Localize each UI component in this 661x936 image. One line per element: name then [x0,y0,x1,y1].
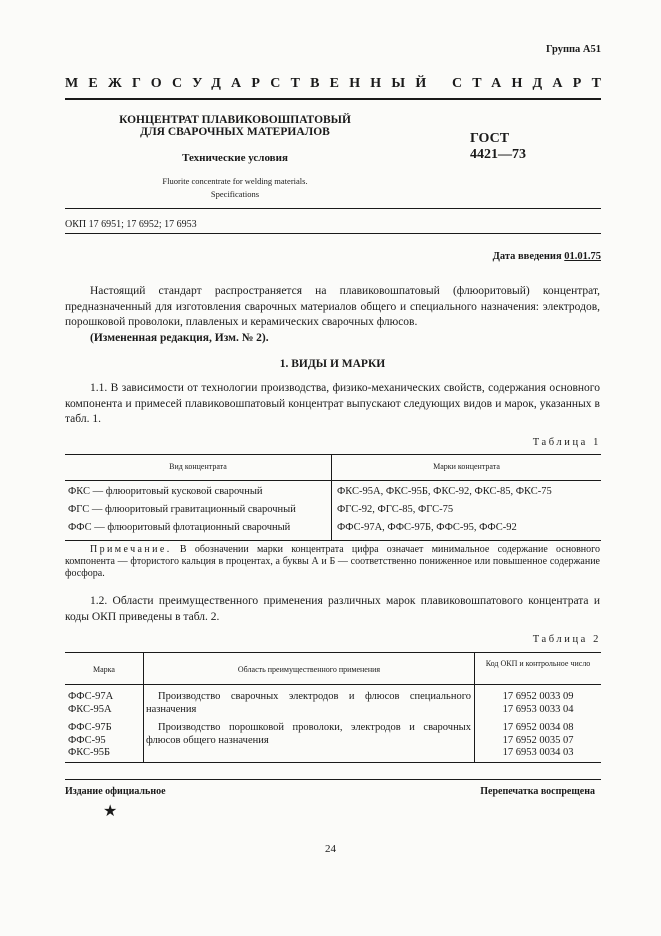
standard-type-left: МЕЖГОСУДАРСТВЕННЫЙ [65,76,437,91]
table-2-code-cell: 17 6953 0034 03 [502,747,574,758]
standard-type-right: СТАНДАРТ [452,76,612,91]
gost-code: 4421—73 [470,147,526,162]
table-row [337,522,599,535]
table-2-code-cell: 17 6952 0035 07 [502,734,574,746]
table-1-kind-cell: ФГС — флюоритовый гравитационный сварочный [68,504,296,515]
gost-label: ГОСТ [470,131,510,146]
table-row [68,722,143,760]
intro-text: Настоящий стандарт распространяется на плавиковошпатовый (флюоритовый) концентрат, предназначенный для изготовления сварочных материалов общего и специального назначения: электродов, порошковой проволоки, плавленых и керамических сварочных флюсов. [65,285,600,328]
table-row [478,722,598,760]
section-1-1-paragraph: 1.1. В зависимости от технологии производства, физико-механических свойств, содержания основного компонента и примесей плавиковошпатовый концентрат выпускают следующих видов и марок, указанных в табл. 1. [65,382,600,425]
table-2-header-area: Область преимущественного применения [237,665,381,674]
table-1-header-marks: Марки концентрата [433,462,500,471]
table-2-code-cell: 17 6952 0034 08 [502,722,574,733]
english-title [95,175,375,200]
english-title-line-2: Specifications [210,188,260,199]
table-1-header-kind: Вид концентрата [169,462,227,471]
table-2-header-rule [65,684,601,685]
table-1-marks-cell: ФФС-97А, ФФС-97Б, ФФС-95, ФФС-92 [337,522,517,533]
note-label: Примечание. [90,544,172,555]
introduction-date-label: Дата введения [492,251,562,262]
table-1-label: Таблица 1 [532,437,601,448]
table-row [337,486,599,499]
table-2-label: Таблица 2 [532,634,601,645]
reprint-prohibited: Перепечатка воспрещена [480,786,595,797]
table-1-kind-cell: ФКС — флюоритовый кусковой сварочный [68,486,263,497]
table-2-area-cell: Производство сварочных электродов и флюсов специального назначения [146,691,471,715]
table-row [337,504,599,517]
table-1-kind-cell: ФФС — флюоритовый флотационный сварочный [68,522,291,533]
table-row [478,691,598,716]
table-1-bottom-rule [65,540,601,541]
intro-paragraph [65,284,600,331]
title-line-2: ДЛЯ СВАРОЧНЫХ МАТЕРИАЛОВ [140,126,330,138]
english-title-line-1: Fluorite concentrate for welding materials. [162,176,308,186]
title-rule [65,208,601,209]
group-code: Группа А51 [545,44,601,55]
table-1-body-divider [331,480,332,540]
footer-rule [65,779,601,780]
okp-rule [65,233,601,234]
table-2-mark-cell: ФКС-95Б [68,747,111,758]
table-2-code-cell: 17 6952 0033 09 [502,691,574,702]
table-2-mark-cell: ФФС-95 [68,734,106,746]
table-2-code-cell: 17 6953 0033 04 [502,703,574,715]
official-edition: Издание официальное [65,786,166,797]
table-2-mark-cell: ФФС-97Б [68,722,112,733]
table-row [68,691,143,716]
section-1-2-paragraph: 1.2. Области преимущественного применения различных марок плавиковошпатового концентрата и коды ОКП приведены в табл. 2. [65,595,600,623]
table-1-header-rule [65,480,601,481]
table-2-top-rule [65,652,601,653]
table-2-mark-cell: ФФС-97А [68,691,114,702]
document-subtitle: Технические условия [182,152,288,164]
introduction-date-value: 01.01.75 [564,251,601,262]
title-line-1: КОНЦЕНТРАТ ПЛАВИКОВОШПАТОВЫЙ [119,114,351,126]
note-text: В обозначении марки концентрата цифра означает минимальное содержание основного компонента — фтористого кальция в процентах, а буквы А и Б — соответственно пониженное или повышенное содержание фосфора. [65,544,600,579]
table-1-marks-cell: ФКС-95А, ФКС-95Б, ФКС-92, ФКС-85, ФКС-75 [337,486,552,497]
section-1-title: 1. ВИДЫ И МАРКИ [279,358,386,370]
table-row [68,522,330,535]
table-1-top-rule [65,454,601,455]
table-1-note [65,544,600,580]
table-2-area-cell: Производство порошковой проволоки, электродов и сварочных флюсов общего назначения [146,722,471,746]
table-2-header-mark: Марка [93,665,115,674]
intro-revision: (Измененная редакция, Изм. № 2). [90,332,269,344]
gost-number [470,131,526,163]
table-row [68,504,330,517]
document-title [95,114,375,138]
table-2-mark-cell: ФКС-95А [68,703,112,715]
table-2-column-divider-2 [474,652,475,762]
table-row [68,486,330,499]
table-2-header-code: Код ОКП и контрольное число [485,659,591,668]
star-icon: ★ [103,803,118,820]
table-1-marks-cell: ФГС-92, ФГС-85, ФГС-75 [337,504,454,515]
table-2-bottom-rule [65,762,601,763]
okp-codes: ОКП 17 6951; 17 6952; 17 6953 [65,219,197,230]
introduction-date [493,251,601,262]
page-number: 24 [325,843,336,855]
table-row [146,722,471,747]
table-row [146,691,471,716]
header-rule [65,98,601,100]
